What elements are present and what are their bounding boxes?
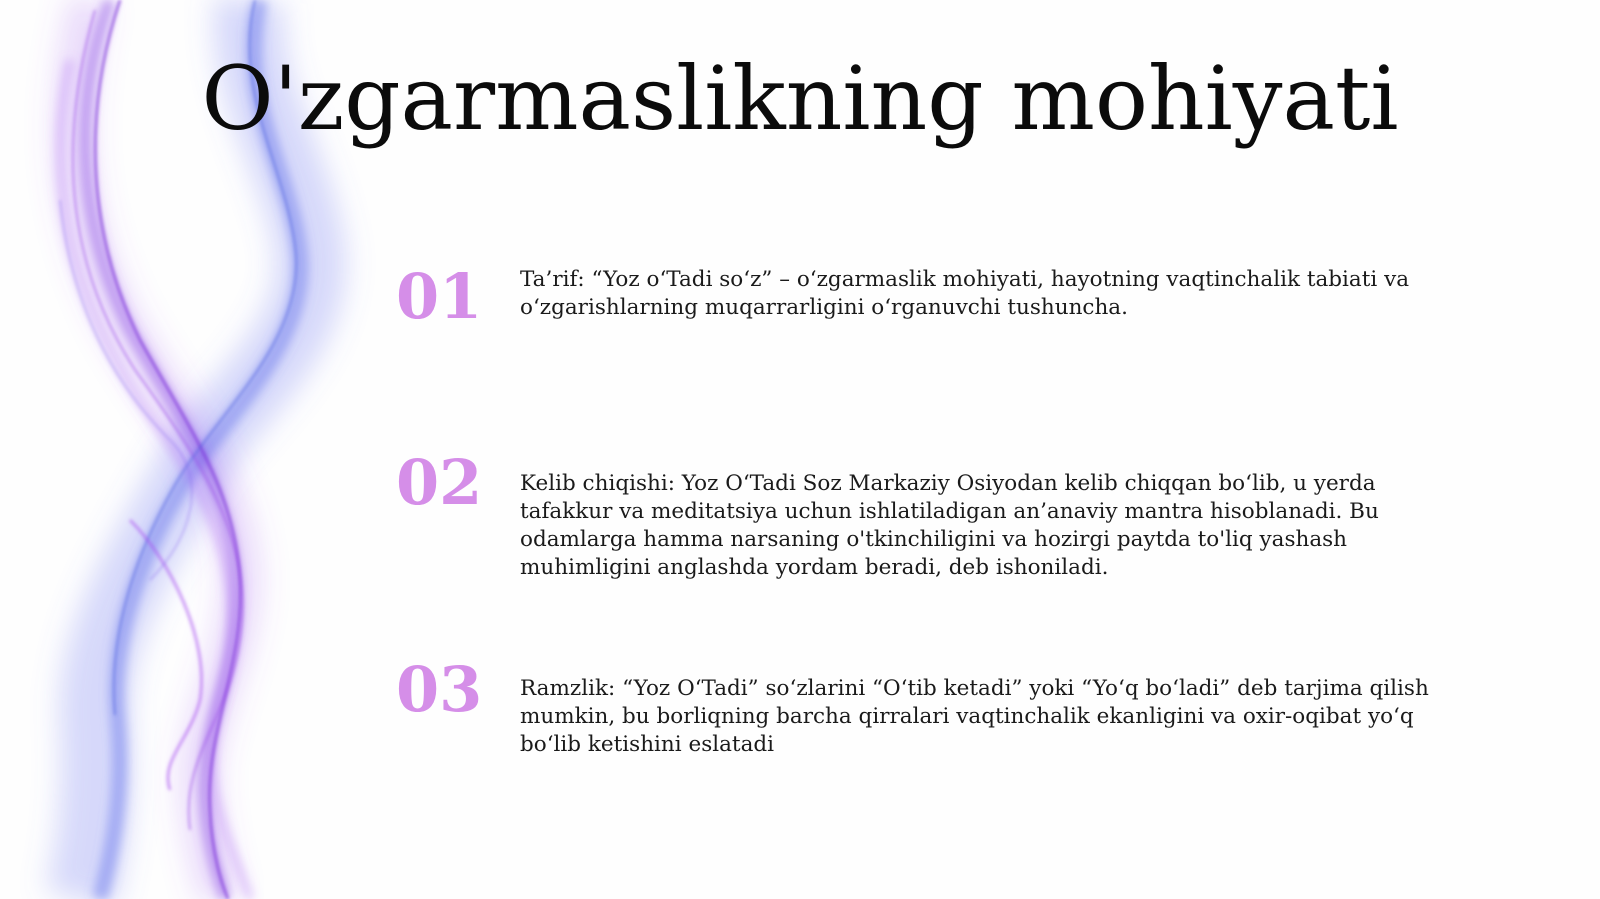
item-number: 03: [396, 653, 483, 726]
item-text: Kelib chiqishi: Yoz O‘Tadi Soz Markaziy Osiyodan kelib chiqqan bo‘lib, u yerda tafakkur va meditatsiya uchun ishlatiladigan an’anaviy mantra hisoblanadi. Bu odamlarga hamma narsaning o'tkinchiligini va hozirgi paytda to'liq yashash muhimligini anglashda yordam beradi, deb ishoniladi.: [520, 471, 1379, 580]
item-number: 02: [396, 446, 483, 519]
item-text: Ta’rif: “Yoz o‘Tadi so‘z” – o‘zgarmaslik mohiyati, hayotning vaqtinchalik tabiati va o‘zgarishlarning muqarrarligini o‘rganuvchi tushuncha.: [520, 267, 1410, 320]
slide-title: O'zgarmaslikning mohiyati: [201, 47, 1399, 150]
item-text: Ramzlik: “Yoz O‘Tadi” so‘zlarini “O‘tib ketadi” yoki “Yo‘q bo‘ladi” deb tarjima qilish mumkin, bu borliqning barcha qirralari vaqtinchalik ekanligini va oxir-oqibat yo‘q bo‘lib ketishini eslatadi: [520, 676, 1429, 757]
item-number: 01: [396, 260, 483, 333]
